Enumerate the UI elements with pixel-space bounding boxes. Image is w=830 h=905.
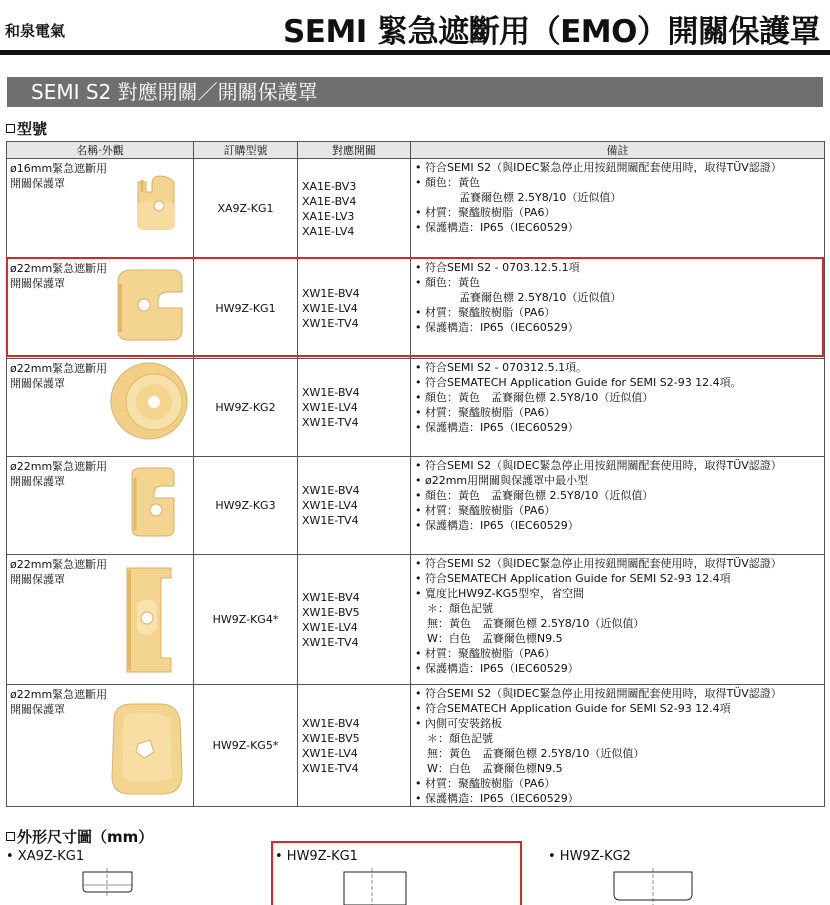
note-line: • 內側可安裝銘板	[415, 717, 502, 730]
switch-model: XW1E-BV5	[302, 731, 360, 745]
cell-notes	[411, 555, 825, 685]
note-line: • 保護構造：IP65（IEC60529）	[415, 421, 579, 434]
col-header-order: 訂購型號	[194, 142, 298, 159]
note-line: • 保護構造：IP65（IEC60529）	[415, 519, 579, 532]
dim-label-hw9z-kg2: • HW9Z-KG2	[548, 849, 631, 864]
cell-switches	[298, 555, 411, 685]
col-header-notes: 備註	[411, 142, 825, 159]
switch-model: XA1E-BV4	[302, 194, 357, 208]
dim-drawing-hw9z-kg2	[610, 868, 700, 905]
note-line: • 材質：聚醯胺樹脂（PA6）	[415, 206, 556, 219]
note-line: W：白色 孟賽爾色標N9.5	[427, 762, 563, 775]
cell-order-number: HW9Z-KG1	[194, 259, 298, 359]
name-line: ø22mm緊急遮斷用	[10, 262, 108, 275]
cover-photo-xa9z-kg1	[130, 172, 180, 232]
switch-model: XA1E-LV4	[302, 224, 355, 238]
cover-photo-hw9z-kg4	[115, 560, 185, 680]
note-line: • 材質：聚醯胺樹脂（PA6）	[415, 647, 556, 660]
note-line: • 符合SEMATECH Application Guide for SEMI S2-93 12.4項	[415, 572, 731, 585]
note-line: • ø22mm用開關與保護罩中最小型	[415, 474, 589, 487]
switch-model: XW1E-BV5	[302, 605, 360, 619]
note-line: 無：黃色 孟賽爾色標 2.5Y8/10（近似值）	[427, 617, 645, 630]
switch-model: XW1E-TV4	[302, 635, 359, 649]
note-line: • 保護構造：IP65（IEC60529）	[415, 662, 579, 675]
note-line: • 材質：聚醯胺樹脂（PA6）	[415, 777, 556, 790]
note-line: 孟賽爾色標 2.5Y8/10（近似值）	[459, 191, 622, 204]
dimensions-heading-text: 外形尺寸圖（mm）	[17, 828, 154, 846]
dim-drawing-xa9z-kg1	[80, 868, 140, 905]
switch-model: XW1E-TV4	[302, 761, 359, 775]
name-line: ø16mm緊急遮斷用	[10, 162, 108, 175]
switch-model: XW1E-TV4	[302, 416, 359, 429]
cell-notes	[411, 259, 825, 359]
note-line: • 材質：聚醯胺樹脂（PA6）	[415, 406, 556, 419]
cover-photo-hw9z-kg2	[108, 360, 190, 442]
cell-notes	[411, 359, 825, 457]
cell-switches	[298, 457, 411, 555]
cell-switches	[298, 259, 411, 359]
cover-photo-hw9z-kg5	[100, 694, 192, 806]
name-line: ø22mm緊急遮斷用	[10, 558, 108, 571]
switch-model: XW1E-LV4	[302, 620, 358, 634]
note-line: • 符合SEMI S2（與IDEC緊急停止用按鈕開關配套使用時，取得TÜV認證）	[415, 161, 782, 174]
note-line: ＊：顏色記號	[427, 602, 493, 615]
switch-model: XW1E-LV4	[302, 401, 358, 414]
cell-notes	[411, 457, 825, 555]
note-line: • 材質：聚醯胺樹脂（PA6）	[415, 306, 556, 319]
note-line: 孟賽爾色標 2.5Y8/10（近似值）	[459, 291, 622, 304]
table-header-row	[7, 142, 825, 159]
checkbox-square-icon	[6, 124, 15, 133]
cell-switches	[298, 685, 411, 807]
name-line: 開關保護罩	[10, 177, 65, 190]
switch-model: XA1E-BV3	[302, 179, 357, 193]
note-line: • 符合SEMI S2 - 0703.12.5.1項	[415, 261, 580, 274]
cover-photo-hw9z-kg1	[110, 262, 190, 344]
note-line: ＊：顏色記號	[427, 732, 493, 745]
note-line: • 顏色：黃色	[415, 276, 480, 289]
note-line: W：白色 孟賽爾色標N9.5	[427, 632, 563, 645]
switch-model: XW1E-BV4	[302, 484, 360, 497]
switch-model: XW1E-LV4	[302, 746, 358, 760]
name-line: 開關保護罩	[10, 703, 65, 716]
cell-notes	[411, 685, 825, 807]
name-line: 開關保護罩	[10, 475, 65, 488]
note-line: 無：黃色 孟賽爾色標 2.5Y8/10（近似值）	[427, 747, 645, 760]
name-line: 開關保護罩	[10, 573, 65, 586]
cell-order-number: XA9Z-KG1	[194, 159, 298, 259]
name-line: 開關保護罩	[10, 277, 65, 290]
switch-model: XW1E-BV4	[302, 386, 360, 399]
checkbox-square-icon	[6, 832, 15, 841]
note-line: • 材質：聚醯胺樹脂（PA6）	[415, 504, 556, 517]
name-line: ø22mm緊急遮斷用	[10, 688, 108, 701]
switch-model: XA1E-LV3	[302, 209, 355, 223]
models-heading	[6, 118, 47, 139]
cell-switches	[298, 359, 411, 457]
section-banner: SEMI S2 對應開關／開關保護罩	[7, 77, 823, 107]
dim-drawing-hw9z-kg1	[340, 868, 420, 905]
switch-model: XW1E-LV4	[302, 302, 358, 315]
switch-model: XW1E-TV4	[302, 317, 359, 330]
brand-logo: 和泉電氣	[5, 22, 66, 40]
note-line: • 保護構造：IP65（IEC60529）	[415, 792, 579, 805]
note-line: • 符合SEMATECH Application Guide for SEMI S2-93 12.4項。	[415, 376, 742, 389]
name-line: ø22mm緊急遮斷用	[10, 362, 108, 375]
note-line: • 顏色：黃色	[415, 176, 480, 189]
note-line: • 寬度比HW9Z-KG5型窄，省空間	[415, 587, 585, 600]
note-line: • 符合SEMI S2 - 070312.5.1項。	[415, 361, 588, 374]
switch-model: XW1E-BV4	[302, 716, 360, 730]
dim-label-hw9z-kg1: • HW9Z-KG1	[275, 849, 358, 864]
col-header-name: 名稱‧外觀	[7, 142, 194, 159]
col-header-switch: 對應開關	[298, 142, 411, 159]
note-line: • 保護構造：IP65（IEC60529）	[415, 321, 579, 334]
note-line: • 符合SEMI S2（與IDEC緊急停止用按鈕開關配套使用時，取得TÜV認證）	[415, 557, 782, 570]
note-line: • 符合SEMI S2（與IDEC緊急停止用按鈕開關配套使用時，取得TÜV認證）	[415, 687, 782, 700]
cell-order-number: HW9Z-KG4*	[194, 555, 298, 685]
dimensions-heading	[6, 826, 153, 847]
name-line: ø22mm緊急遮斷用	[10, 460, 108, 473]
title-rule	[0, 50, 830, 55]
cell-order-number: HW9Z-KG3	[194, 457, 298, 555]
models-heading-text: 型號	[17, 120, 48, 138]
name-line: 開關保護罩	[10, 377, 65, 390]
note-line: • 顏色：黃色 孟賽爾色標 2.5Y8/10（近似值）	[415, 489, 654, 502]
page-title: SEMI 緊急遮斷用（EMO）開關保護罩	[282, 14, 820, 50]
note-line: • 保護構造：IP65（IEC60529）	[415, 221, 579, 234]
switch-model: XW1E-TV4	[302, 514, 359, 527]
cell-order-number: HW9Z-KG2	[194, 359, 298, 457]
cell-order-number: HW9Z-KG5*	[194, 685, 298, 807]
dim-label-xa9z-kg1: • XA9Z-KG1	[6, 849, 85, 864]
note-line: • 顏色：黃色 孟賽爾色標 2.5Y8/10（近似值）	[415, 391, 654, 404]
switch-model: XW1E-LV4	[302, 499, 358, 512]
note-line: • 符合SEMI S2（與IDEC緊急停止用按鈕開關配套使用時，取得TÜV認證）	[415, 459, 782, 472]
note-line: • 符合SEMATECH Application Guide for SEMI S2-93 12.4項	[415, 702, 731, 715]
switch-model: XW1E-BV4	[302, 287, 360, 300]
cell-switches	[298, 159, 411, 259]
switch-model: XW1E-BV4	[302, 590, 360, 604]
cell-notes	[411, 159, 825, 259]
cover-photo-hw9z-kg3	[122, 462, 182, 542]
